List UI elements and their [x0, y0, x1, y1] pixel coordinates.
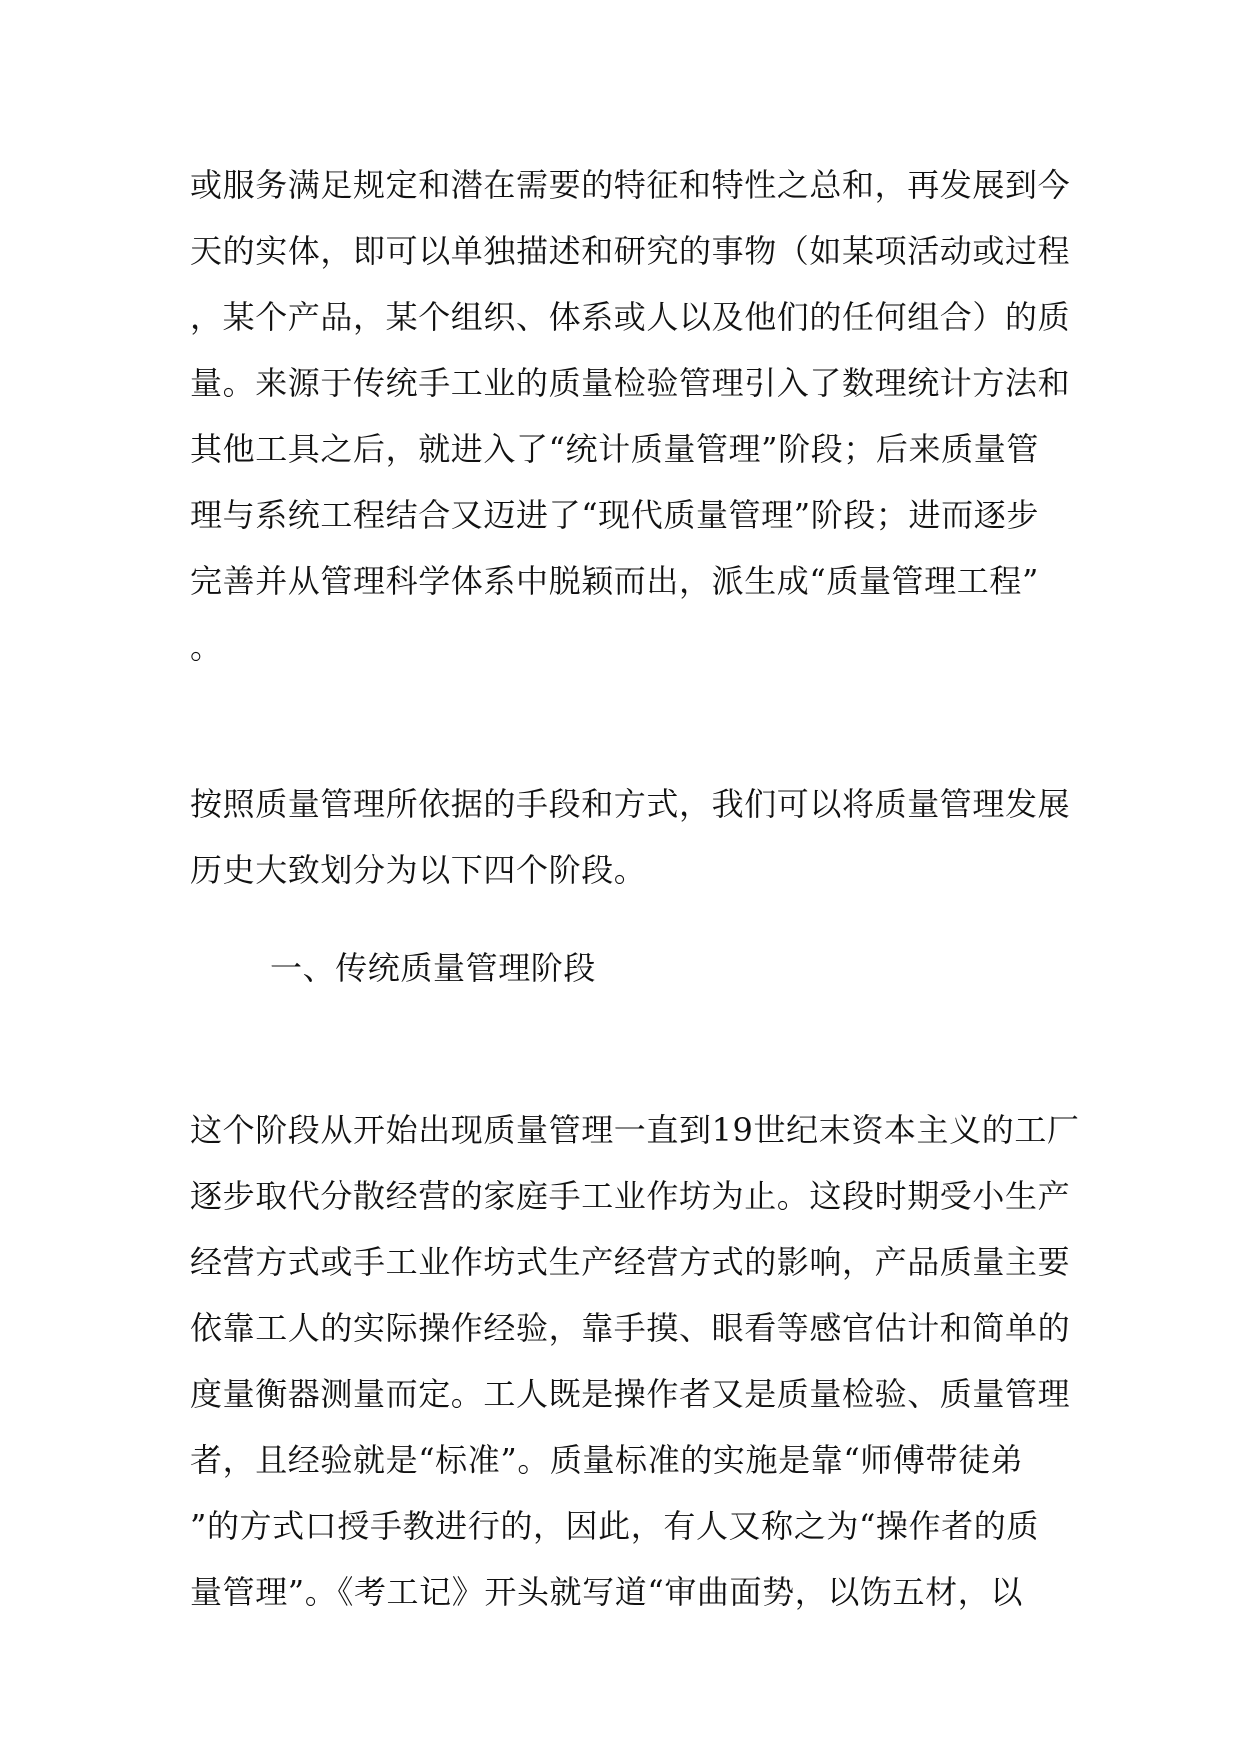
text-line: ”的方式口授手教进行的，因此，有人又称之为“操作者的质: [190, 1507, 1039, 1545]
text-line: 度量衡器测量而定。工人既是操作者又是质量检验、质量管理: [190, 1375, 1071, 1413]
text-line: 完善并从管理科学体系中脱颖而出，派生成“质量管理工程”: [190, 562, 1039, 600]
text-line: 理与系统工程结合又迈进了“现代质量管理”阶段；进而逐步: [190, 496, 1039, 534]
text-line: 按照质量管理所依据的手段和方式，我们可以将质量管理发展: [190, 785, 1071, 823]
text-line: 量。来源于传统手工业的质量检验管理引入了数理统计方法和: [190, 364, 1071, 402]
text-line: 或服务满足规定和潜在需要的特征和特性之总和，再发展到今: [190, 166, 1071, 204]
text-line: 量管理”。《考工记》开头就写道“审曲面势，以饬五材，以: [190, 1573, 1023, 1611]
text-line: 历史大致划分为以下四个阶段。: [190, 851, 647, 889]
paragraph-quality-definition: [190, 152, 1071, 680]
text-line: 天的实体，即可以单独描述和研究的事物（如某项活动或过程: [190, 232, 1071, 270]
text-line: 逐步取代分散经营的家庭手工业作坊为止。这段时期受小生产: [190, 1177, 1071, 1215]
text-line: 其他工具之后，就进入了“统计质量管理”阶段；后来质量管: [190, 430, 1039, 468]
section-heading: [270, 935, 970, 1001]
text-line: 。: [190, 628, 223, 666]
paragraph-traditional-stage: [190, 1097, 1080, 1625]
text-line: 这个阶段从开始出现质量管理一直到19世纪末资本主义的工厂: [190, 1111, 1080, 1149]
text-line: ，某个产品，某个组织、体系或人以及他们的任何组合）的质: [190, 298, 1071, 336]
section-heading-text: 一、传统质量管理阶段: [270, 949, 597, 987]
paragraph-stages-intro: [190, 771, 1071, 903]
text-line: 者，且经验就是“标准”。质量标准的实施是靠“师傅带徒弟: [190, 1441, 1024, 1479]
text-line: 依靠工人的实际操作经验，靠手摸、眼看等感官估计和简单的: [190, 1309, 1071, 1347]
text-line: 经营方式或手工业作坊式生产经营方式的影响，产品质量主要: [190, 1243, 1071, 1281]
